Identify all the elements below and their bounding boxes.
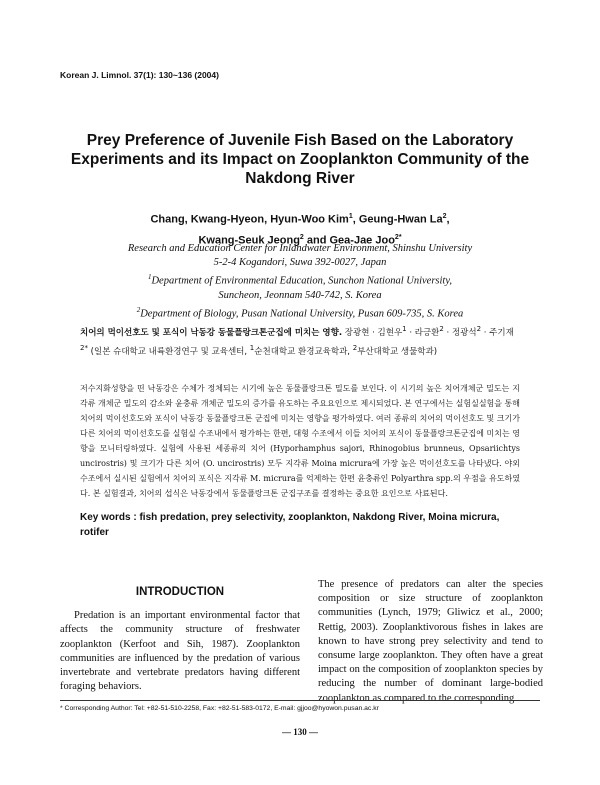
author-text: and Gea-Jae Joo [303,234,395,247]
korean-author: · 라긍환 [406,327,440,338]
left-column [60,585,300,694]
keywords [80,510,520,540]
affiliation-line [60,303,540,322]
korean-sup: 2* [80,343,88,352]
affiliation-sup: 1 [147,273,152,281]
affiliations [60,242,540,321]
author-text: , [446,213,450,226]
korean-sup: 1 [249,343,255,352]
article-title: Prey Preference of Juvenile Fish Based on the Laboratory Experiments and its Impact on Zooplankton Community of the Nakdong River [70,132,530,187]
author-sup: 1 [348,213,353,220]
affiliation-line: Suncheon, Jeonnam 540-742, S. Korea [218,289,382,301]
author-text: , Geung-Hwan La [352,213,443,226]
keywords-label: Key words : [80,512,140,523]
author-text: Kwang-Seuk Jeong [198,234,300,247]
korean-affil: 순천대학교 환경교육학과, [254,346,353,357]
korean-author: 장광현 · 김현우 [342,327,403,338]
body-paragraph: The presence of predators can alter the species composition or size structure of zooplankton communities (Lynch, 1979; Gliwicz et al., 2000; Rettig, 2003). Zooplanktivorous fishes in lakes are known to have strong prey selectivity and tend to consume large zooplankton. They often have a great impact on the composition of zooplankton species by reducing the number of dominant large-bodied zooplankton as compared to the corresponding [318,579,543,704]
page-number: — 130 — [282,727,318,737]
korean-citation [80,322,520,360]
keywords-list: fish predation, prey selectivity, zooplankton, Nakdong River, Moina micrura, rotifer [80,512,500,538]
korean-sup: 2 [476,325,482,333]
section-heading: INTRODUCTION [135,586,225,598]
affiliation-sup: 2 [136,305,141,314]
journal-reference: Korean J. Limnol. 37(1): 130~136 (2004) [60,70,219,80]
korean-abstract: 저수지화성향을 띤 낙동강은 수체가 정체되는 시기에 높은 동물플랑크톤 밀도를 보인다. 이 시기의 높은 치어개체군 밀도는 지각류 개체군 밀도의 감소와 윤충류 개체군 밀도의 증가를 유도하는 주요요인으로 제시되었다. 본 연구에서는 실험실실험을 통해 치어의 먹이선호도와 포식이 낙동강 동물플랑크톤 군집에 미치는 영향을 평가하였다. 여러 종류의 치어의 먹이선호도 및 크기가 다른 치어의 먹이선호도를 실험실 수조내에서 평가하는 한편, 대형 수조에서 이들 치어의 포식이 동물플랑크톤군집에 미치는 영향을 모니터링하였다. 실험에 사용된 세종류의 치어 (Hyporhamphus sajori, Rhinogobius brunneus, Opsariichtys uncirostris) 및 크기가 다른 치어 (O. uncirostris) 모두 지각류 Moina micrura에 가장 높은 먹이선호도를 나타냈다. 야외수조에서 실시된 실험에서 치어의 포식은 지각류 M. micrura를 억제하는 한편 윤충류인 Polyarthra spp.의 우점을 유도하였다. 본 실험결과, 치어의 섭식은 낙동강에서 동물플랑크톤 군집구조를 결정하는 중요한 요인으로 사료된다. [80,384,520,498]
footnote: * Corresponding Author: Tel: +82-51-510-2258, Fax: +82-51-583-0172, E-mail: gjjoo@hyowon.pusan.ac.kr [60,705,379,712]
korean-title: 치어의 먹이선호도 및 포식이 낙동강 동물플랑크톤군집에 미치는 영향. [80,327,343,338]
author-sup: 2 [442,213,447,220]
author-line-1 [60,208,540,229]
korean-affil: (일본 슈대학교 내륙환경연구 및 교육센터, [87,346,250,357]
korean-sup: 1 [402,325,407,333]
right-column [318,578,543,706]
footnote-divider [60,700,540,701]
body-paragraph: Predation is an important environmental factor that affects the community structure of freshwater zooplankton (Kerfoot and Sih, 1987). Zooplankton communities are influenced by the predation of various invertebrate and vertebrate predators having different foraging behaviors. [60,610,300,693]
author-sup: 2 [299,233,304,241]
affiliation-line: Research and Education Center for Inlandwater Environment, Shinshu University [127,243,473,254]
korean-author: · 정광석 [443,327,477,338]
author-sup: 2* [394,233,402,241]
affiliation-line [60,270,540,289]
korean-author: · 주기재 [481,327,514,338]
affiliation-text: Department of Environmental Education, Sunchon National University, [151,275,453,287]
affiliation-text: Department of Biology, Pusan National University, Pusan 609-735, S. Korea [140,308,464,319]
affiliation-line: 5-2-4 Kogandori, Suwa 392-0027, Japan [213,257,387,268]
author-text: Chang, Kwang-Hyeon, Hyun-Woo Kim [150,213,349,226]
korean-affil: 부산대학교 생물학과) [357,346,438,357]
korean-sup: 2 [439,325,444,333]
korean-sup: 2 [352,343,358,352]
